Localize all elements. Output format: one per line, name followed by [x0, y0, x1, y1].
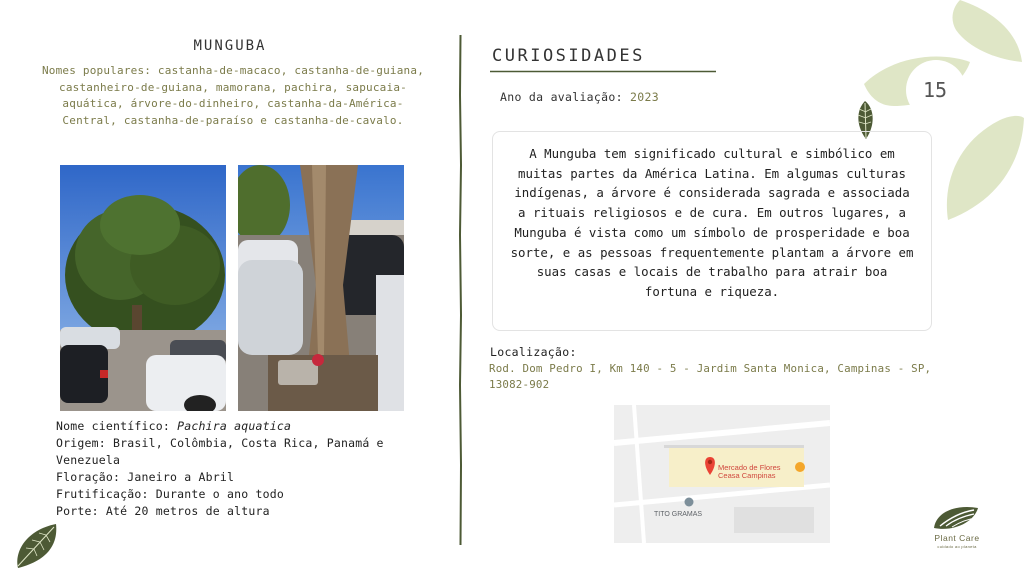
location-label: Localização: — [490, 345, 577, 359]
origin: Origem: Brasil, Colômbia, Costa Rica, Panamá e Venezuela — [56, 436, 384, 467]
title-underline — [490, 70, 716, 73]
popular-names: Nomes populares: castanha-de-macaco, castanha-de-guiana, castanheiro-de-guiana, mamorana, pachira, sapucaia-aquática, árvore-do-dinheiro, castanha-da-América-Central, castanha-de-paraíso e castanha-de-cavalo. — [41, 64, 425, 127]
map-pin-label: Mercado de Flores Ceasa Campinas — [718, 463, 781, 480]
curiosity-text: A Munguba tem significado cultural e simbólico em muitas partes da América Latina. Em algumas culturas indígenas, a árvore é considerada sagrada e associada a rituais religiosos e de cura. Em outros lugares, a Munguba é vista como um símbolo de prosperidade e boa sorte, e as pessoas frequentemente plantam a árvore em suas casas e locais de trabalho para atrair boa fortuna e riqueza. — [492, 131, 932, 331]
tree-facts — [56, 418, 416, 520]
tree-photo-1 — [60, 165, 226, 411]
tree-photo-2 — [238, 165, 404, 411]
brand-tagline: cuidado ao planeta — [937, 544, 977, 549]
tree-title: MUNGUBA — [193, 38, 267, 54]
location-map[interactable] — [614, 405, 830, 543]
flowering: Floração: Janeiro a Abril — [56, 470, 235, 484]
brand-name: Plant Care — [934, 533, 980, 543]
fruiting: Frutificação: Durante o ano todo — [56, 487, 284, 501]
map-place-label: TITO GRAMAS — [654, 511, 703, 518]
location-address: Rod. Dom Pedro I, Km 140 - 5 - Jardim Santa Monica, Campinas - SP, 13082-902 — [489, 362, 932, 391]
size: Porte: Até 20 metros de altura — [56, 504, 270, 518]
plant-care-logo-icon — [930, 502, 982, 532]
bottom-leaf-icon — [10, 522, 60, 570]
evaluation-year: Ano da avaliação: 2023 — [500, 90, 659, 104]
page-divider — [458, 35, 463, 545]
scientific-name: Nome científico: Pachira aquatica — [56, 419, 292, 433]
curiosities-title: CURIOSIDADES — [492, 46, 645, 66]
